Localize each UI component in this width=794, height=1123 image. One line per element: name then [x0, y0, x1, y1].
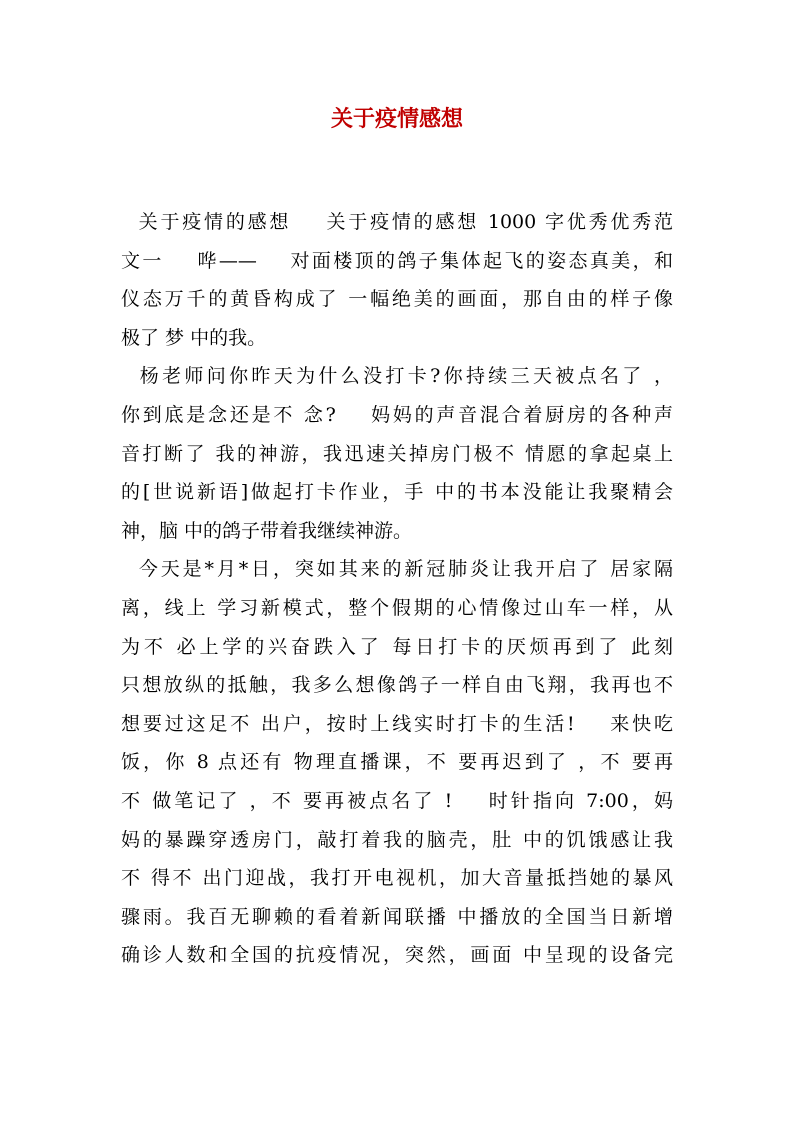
body-line: 想要过这足不 出户，按时上线实时打卡的生活! 来快吃 — [121, 712, 673, 735]
body-line: 关于疫情的感想 关于疫情的感想 1000 字优秀优秀范 — [121, 211, 673, 233]
body-line: 骤雨。我百无聊赖的看着新闻联播 中播放的全国当日新增 — [121, 905, 673, 928]
body-line: 只想放纵的抵触，我多么想像鸽子一样自由飞翔，我再也不 — [121, 674, 673, 697]
body-line: 今天是*月*日，突如其来的新冠肺炎让我开启了 居家隔 — [121, 558, 673, 581]
body-line: 为不 必上学的兴奋跌入了 每日打卡的厌烦再到了 此刻 — [121, 635, 673, 658]
body-line: 离，线上 学习新模式，整个假期的心情像过山车一样，从 — [121, 596, 673, 619]
body-line: 神，脑 中的鸽子带着我继续神游。 — [121, 519, 413, 542]
body-line: 杨老师问你昨天为什么没打卡?你持续三天被点名了 ， — [121, 365, 673, 388]
body-line: 文一 哗—— 对面楼顶的鸽子集体起飞的姿态真美，和 — [121, 249, 673, 272]
document-body — [121, 203, 673, 975]
body-line: 妈的暴躁穿透房门，敲打着我的脑壳，肚 中的饥饿感让我 — [121, 828, 673, 851]
body-line: 的[世说新语]做起打卡作业，手 中的书本没能让我聚精会 — [121, 481, 673, 504]
body-line: 你到底是念还是不 念? 妈妈的声音混合着厨房的各种声 — [121, 403, 673, 426]
body-line: 确诊人数和全国的抗疫情况，突然，画面 中呈现的设备完 — [121, 944, 673, 967]
document-title: 关于疫情感想 — [330, 106, 463, 132]
body-line: 不 做笔记了 ，不 要再被点名了 ! 时针指向 7:00，妈 — [121, 789, 673, 812]
body-line: 极了 梦 中的我。 — [121, 326, 267, 349]
body-line: 不 得不 出门迎战，我打开电视机，加大音量抵挡她的暴风 — [121, 867, 673, 890]
body-line: 饭，你 8 点还有 物理直播课，不 要再迟到了 ，不 要再 — [121, 751, 673, 774]
body-line: 音打断了 我的神游，我迅速关掉房门极不 情愿的拿起桌上 — [121, 442, 673, 465]
body-line: 仪态万千的黄昏构成了 一幅绝美的画面，那自由的样子像 — [121, 288, 673, 311]
